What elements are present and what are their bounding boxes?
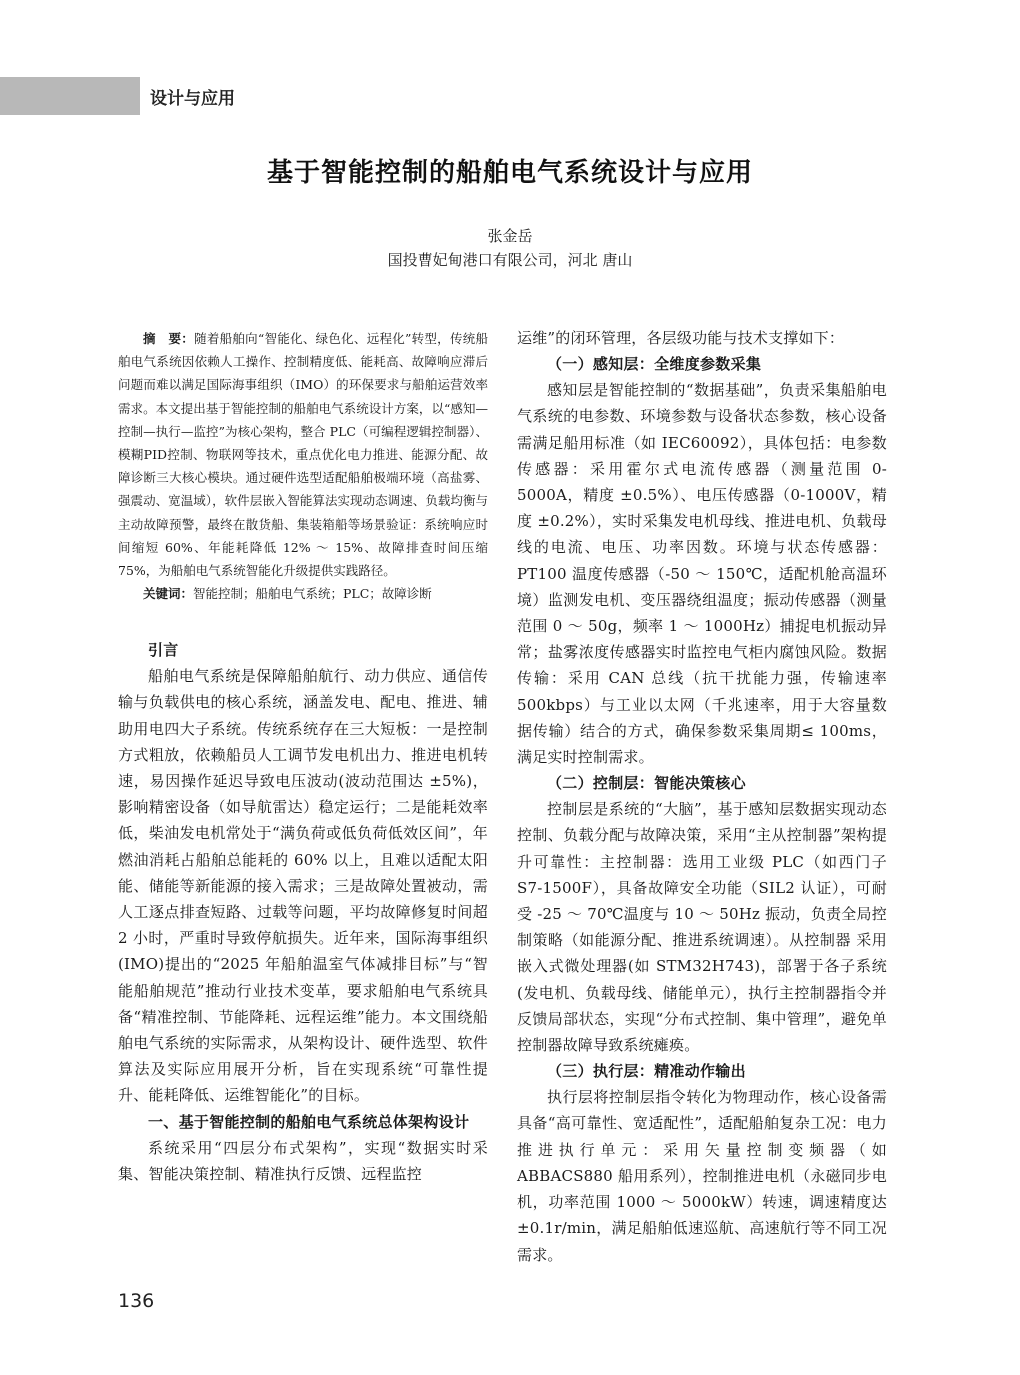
subsection3-heading: （三）执行层：精准动作输出	[547, 1062, 746, 1081]
subsection3-paragraph: 执行层将控制层指令转化为物理动作，核心设备需具备“高可靠性、宽适配性”，适配船舶复杂工况：电力推进执行单元：采用矢量控制变频器（如 ABBACS880 船用系列），控制推进电机（永磁同步电机，功率范围 1000 ～ 5000kW）转速，调速精度达 ±0.1r/min，满足船舶低速巡航、高速航行等不同工况需求。	[517, 1088, 887, 1264]
section1-paragraph: 系统采用“四层分布式架构”，实现“数据实时采集、智能决策控制、精准执行反馈、远程监控	[118, 1138, 488, 1183]
author-name: 张金岳	[487, 227, 533, 245]
keywords	[118, 582, 488, 605]
left-column	[118, 327, 488, 1187]
subsection1-heading: （一）感知层：全维度参数采集	[547, 355, 762, 374]
intro-paragraph: 船舶电气系统是保障船舶航行、动力供应、通信传输与负载供电的核心系统，涵盖发电、配电、推进、辅助用电四大子系统。传统系统存在三大短板：一是控制方式粗放，依赖船员人工调节发电机出力、推进电机转速，易因操作延迟导致电压波动(波动范围达 ±5%)，影响精密设备（如导航雷达）稳定运行；二是能耗效率低，柴油发电机常处于“满负荷或低负荷低效区间”，年燃油消耗占船舶总能耗的 60% 以上，且难以适配太阳能、储能等新能源的接入需求；三是故障处置被动，需人工逐点排查短路、过载等问题，平均故障修复时间超 2 小时，严重时导致停航损失。近年来，国际海事组织(IMO)提出的“2025 年船舶温室气体减排目标”与“智能船舶规范”推动行业技术变革，要求船舶电气系统具备“精准控制、节能降耗、远程运维”能力。本文围绕船舶电气系统的实际需求，从架构设计、硬件选型、软件算法及实际应用展开分析，旨在实现系统“可靠性提升、能耗降低、运维智能化”的目标。	[118, 667, 488, 1105]
section1-heading: 一、基于智能控制的船舶电气系统总体架构设计	[148, 1112, 470, 1131]
section1-continuation: 运维”的闭环管理，各层级功能与技术支撑如下：	[517, 329, 845, 347]
subsection2-heading: （二）控制层：智能决策核心	[547, 774, 746, 793]
subsection2-paragraph: 控制层是系统的“大脑”，基于感知层数据实现动态控制、负载分配与故障决策，采用“主从控制器”架构提升可靠性：主控制器：选用工业级 PLC（如西门子 S7-1500F），具备故障安全功能（SIL2 认证），可耐受 -25 ～ 70℃温度与 10 ～ 50Hz 振动，负责全局控制策略（如能源分配、推进系统调速）。从控制器 采用嵌入式微处理器(如 STM32H743)，部署于各子系统(发电机、负载母线、储能单元），执行主控制器指令并反馈局部状态，实现“分布式控制、集中管理”，避免单控制器故障导致系统瘫痪。	[517, 800, 887, 1055]
abstract	[118, 327, 488, 582]
header-band	[0, 77, 140, 115]
section-label: 设计与应用	[150, 89, 235, 109]
subsection1-paragraph: 感知层是智能控制的“数据基础”，负责采集船舶电气系统的电参数、环境参数与设备状态参数，核心设备需满足船用标准（如 IEC60092），具体包括：电参数传感器：采用霍尔式电流传感器（测量范围 0-5000A，精度 ±0.5%）、电压传感器（0-1000V，精度 ±0.2%），实时采集发电机母线、推进电机、负载母线的电流、电压、功率因数。环境与状态传感器：PT100 温度传感器（-50 ～ 150℃，适配机舱高温环境）监测发电机、变压器绕组温度；振动传感器（测量范围 0 ～ 50g，频率 1 ～ 1000Hz）捕捉电机振动异常；盐雾浓度传感器实时监控电气柜内腐蚀风险。数据传输：采用 CAN 总线（抗干扰能力强，传输速率 500kbps）与工业以太网（千兆速率，用于大容量数据传输）结合的方式，确保参数采集周期≤ 100ms，满足实时控制需求。	[517, 381, 887, 767]
keywords-text: 智能控制；船舶电气系统；PLC；故障诊断	[193, 586, 432, 602]
paper-title: 基于智能控制的船舶电气系统设计与应用	[266, 158, 753, 188]
page-number: 136	[118, 1290, 155, 1312]
abstract-text: 随着船舶向“智能化、绿色化、远程化”转型，传统船舶电气系统因依赖人工操作、控制精度低、能耗高、故障响应滞后问题而难以满足国际海事组织（IMO）的环保要求与船舶运营效率需求。本文提出基于智能控制的船舶电气系统设计方案，以“感知—控制—执行—监控”为核心架构，整合 PLC（可编程逻辑控制器）、模糊PID控制、物联网等技术，重点优化电力推进、能源分配、故障诊断三大核心模块。通过硬件选型适配船舶极端环境（高盐雾、强震动、宽温域），软件层嵌入智能算法实现动态调速、负载均衡与主动故障预警，最终在散货船、集装箱船等场景验证：系统响应时间缩短 60%、年能耗降低 12% ～ 15%、故障排查时间压缩 75%，为船舶电气系统智能化升级提供实践路径。	[118, 331, 488, 579]
intro-heading: 引言	[148, 641, 179, 660]
abstract-label: 摘 要：	[143, 331, 195, 346]
author-affiliation: 国投曹妃甸港口有限公司，河北 唐山	[387, 251, 633, 269]
right-column	[517, 325, 887, 1268]
keywords-label: 关键词：	[143, 586, 194, 602]
